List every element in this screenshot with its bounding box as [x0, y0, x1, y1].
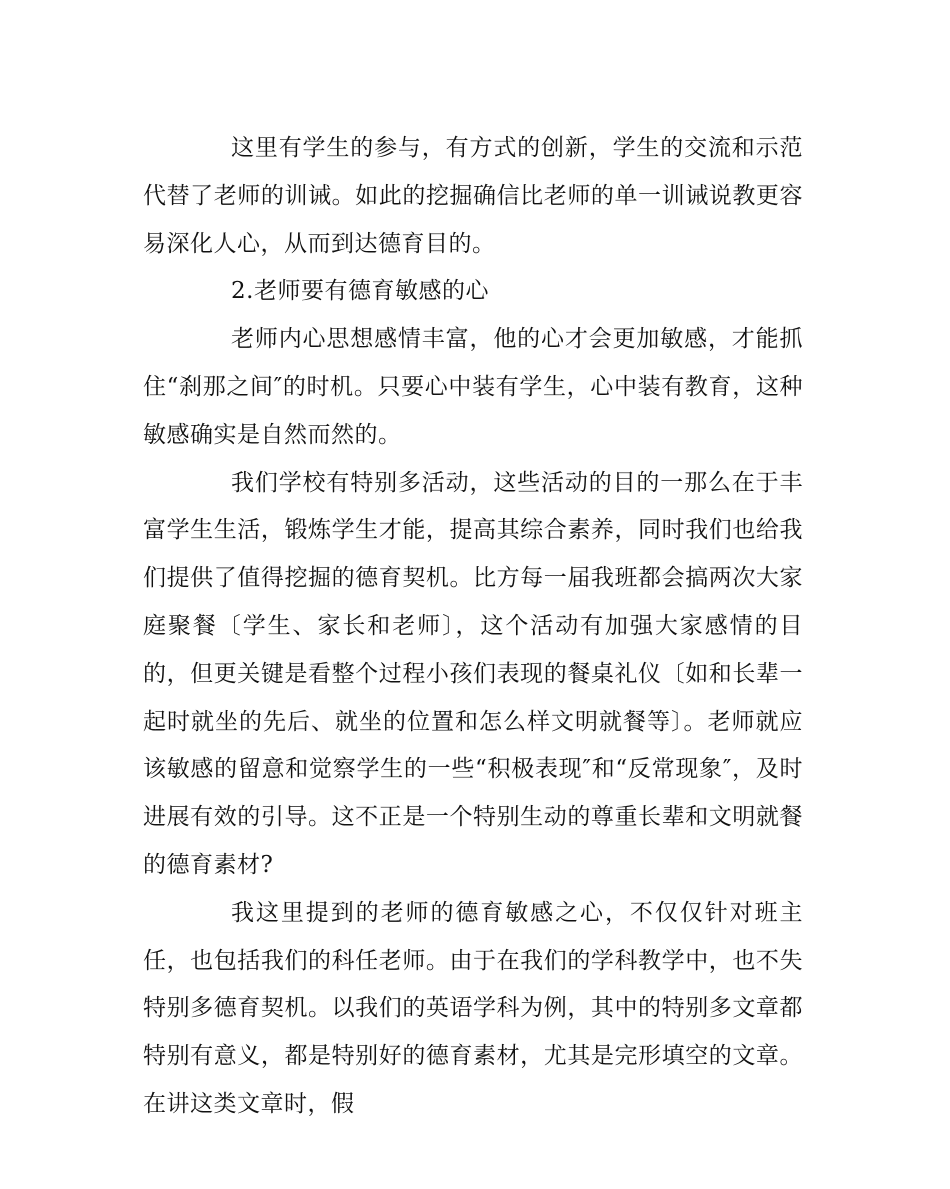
paragraph-teacher-heart: 老师内心思想感情丰富，他的心才会更加敏感，才能抓住“刹那之间″的时机。只要心中装有学生，心中装有教育，这种敏感确实是自然而然的。	[143, 326, 803, 448]
section-heading-teacher-sensitivity: 2.老师要有德育敏感的心	[231, 278, 489, 305]
paragraph-subject-teachers: 我这里提到的老师的德育敏感之心，不仅仅针对班主任，也包括我们的科任老师。由于在我们的学科教学中，也不失特别多德育契机。以我们的英语学科为例，其中的特别多文章都特别有意义，都是特别好的德育素材，尤其是完形填空的文章。在讲这类文章时，假	[143, 899, 803, 1117]
paragraph-school-activities: 我们学校有特别多活动，这些活动的目的一那么在于丰富学生生活，锻炼学生才能，提高其综合素养，同时我们也给我们提供了值得挖掘的德育契机。比方每一届我班都会搞两次大家庭聚餐〔学生、家长和老师〕，这个活动有加强大家感情的目的，但更关键是看整个过程小孩们表现的餐桌礼仪〔如和长辈一起时就坐的先后、就坐的位置和怎么样文明就餐等〕。老师就应该敏感的留意和觉察学生的一些“积极表现″和“反常现象″，及时进展有效的引导。这不正是一个特别生动的尊重长辈和文明就餐的德育素材?	[143, 469, 803, 878]
document-body	[143, 125, 803, 1129]
paragraph-student-participation: 这里有学生的参与，有方式的创新，学生的交流和示范代替了老师的训诫。如此的挖掘确信比老师的单一训诫说教更容易深化人心，从而到达德育目的。	[143, 135, 803, 257]
